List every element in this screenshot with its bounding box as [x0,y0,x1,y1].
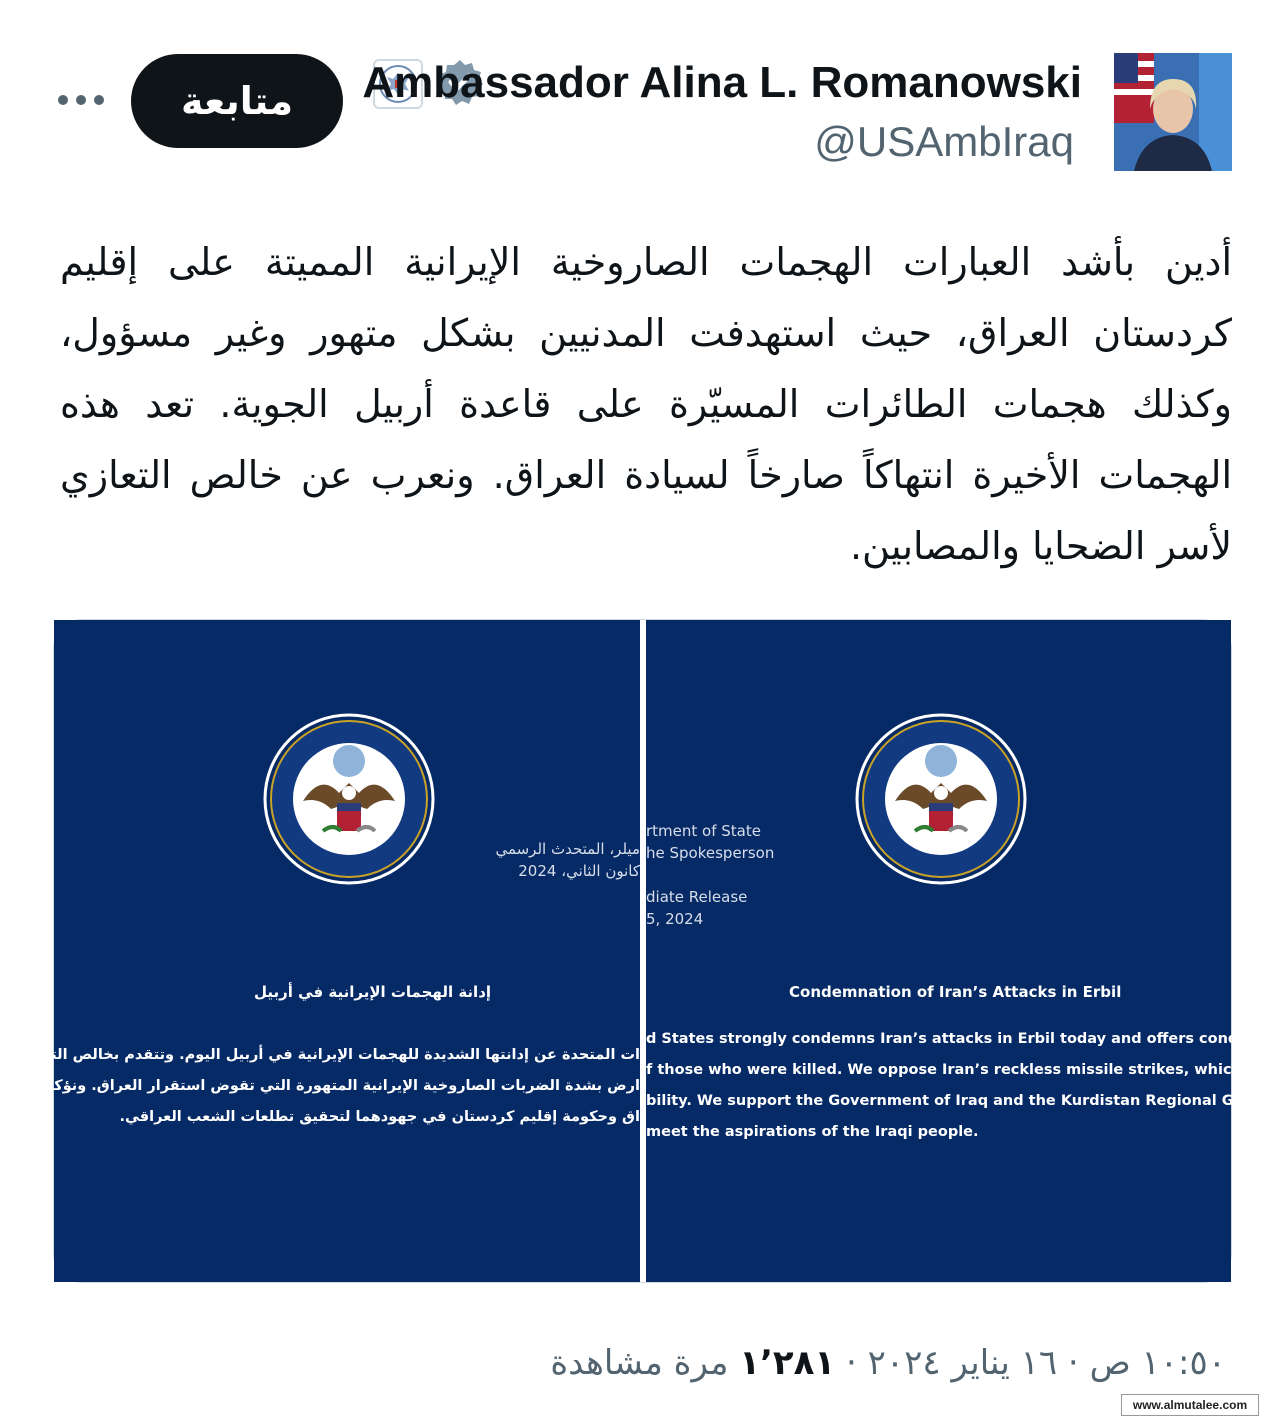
press-meta-line-1: rtment of State [646,822,761,840]
meta-separator: · [1057,1343,1079,1383]
press-body-line-2: ارض بشدة الضربات الصاروخية الإيرانية المتهورة التي تقوض استقرار العراق. ونؤكد [45,1078,640,1094]
press-title: Condemnation of Iran’s Attacks in Erbil [789,983,1122,1001]
tweet-time[interactable]: ١٠:٥٠ ص [1089,1343,1226,1383]
press-body-line-2: f those who were killed. We oppose Iran’s reckless missile strikes, which u [646,1062,1258,1078]
press-body-line-3: اق وحكومة إقليم كردستان في جهودهما لتحقيق تطلعات الشعب العراقي. [119,1109,640,1125]
department-of-state-seal-icon [855,713,1027,885]
tweet-text: أدين بأشد العبارات الهجمات الصاروخية الإيرانية المميتة على إقليم كردستان العراق، حيث استهدفت المدنيين بشكل متهور وغير مسؤول، وكذلك هجمات الطائرات المسيّرة على قاعدة أربيل الجوية. تعد هذه الهجمات الأخيرة انتهاكاً صارخاً لسيادة العراق. ونعرب عن خالص التعازي لأسر الضحايا والمصابين. [60,240,1232,568]
site-watermark: www.almutalee.com [1121,1394,1259,1416]
press-body-line-3: bility. We support the Government of Iraq and the Kurdistan Regional Gov [646,1093,1254,1109]
views-label: مرة مشاهدة [550,1343,729,1383]
press-meta-line-3: diate Release [646,888,748,906]
press-body-line-1: ات المتحدة عن إدانتها الشديدة للهجمات الإيرانية في أربيل اليوم. وتتقدم بخالص التعا [37,1047,640,1063]
views-count: ١٬٢٨١ [739,1343,836,1383]
tweet-media[interactable] [37,619,1274,1283]
meta-separator: · [835,1343,857,1383]
press-meta-line-2: كانون الثاني، 2024 [518,862,640,880]
more-options-icon[interactable] [58,88,104,112]
user-handle[interactable]: @USAmbIraq [814,118,1074,165]
display-name[interactable]: Ambassador Alina L. Romanowski [362,58,1082,107]
display-name-container[interactable] [362,54,1082,114]
media-image-arabic[interactable] [37,620,640,1282]
department-of-state-seal-icon [263,713,435,885]
press-meta-line-1: ميلر، المتحدث الرسمي [495,840,640,858]
press-body-line-4: meet the aspirations of the Iraqi people. [646,1124,979,1140]
follow-button[interactable]: متابعة [131,54,343,148]
press-meta-line-4: 5, 2024 [646,910,704,928]
tweet-date[interactable]: ١٦ يناير ٢٠٢٤ [867,1343,1058,1383]
press-body-line-1: d States strongly condemns Iran’s attacks in Erbil today and offers condolen [646,1031,1274,1047]
avatar[interactable] [1114,53,1232,171]
tweet-meta [550,1343,1226,1383]
media-image-english[interactable] [646,620,1274,1282]
press-meta-line-2: he Spokesperson [646,844,775,862]
press-title: إدانة الهجمات الإيرانية في أربيل [254,983,492,1001]
